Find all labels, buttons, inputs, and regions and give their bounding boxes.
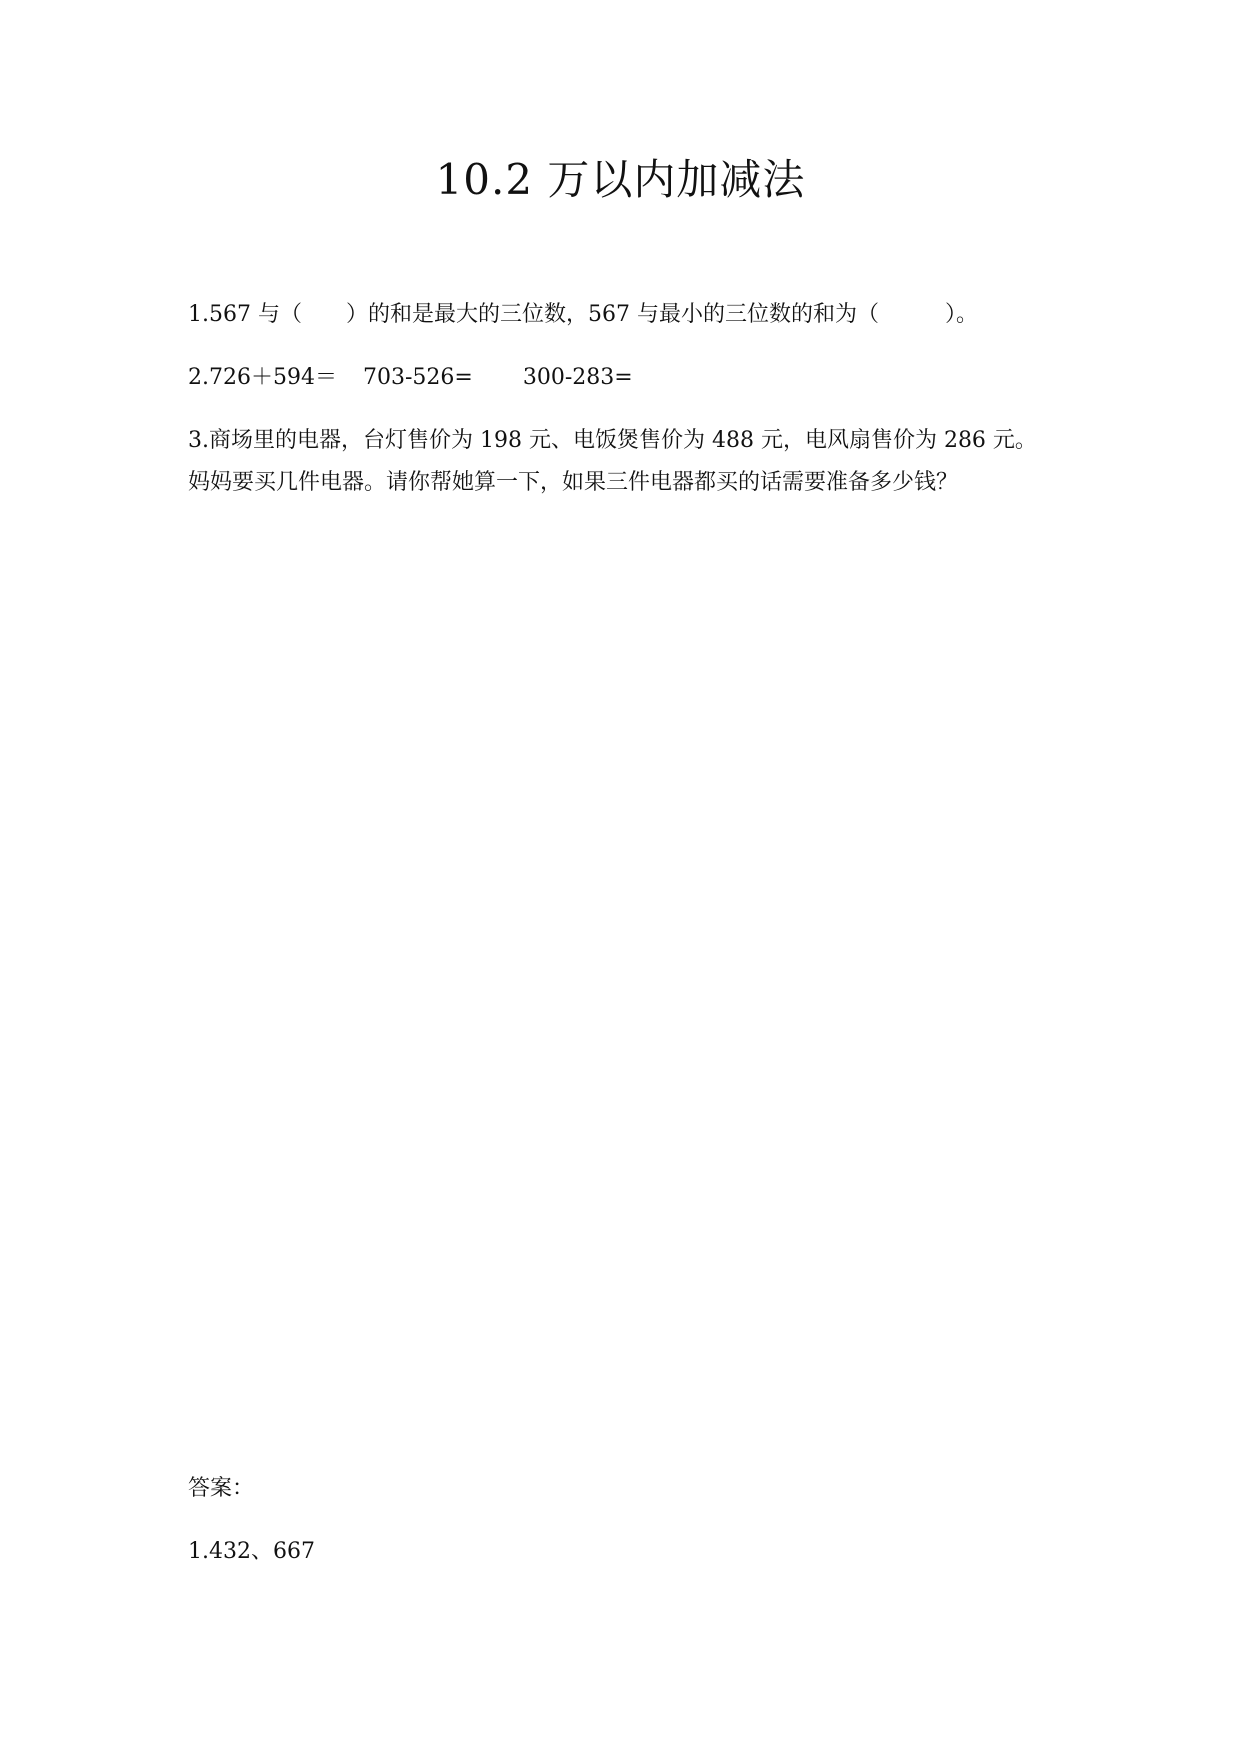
answer-1: 1.432、667 (188, 1539, 315, 1564)
question-2-part-2: 703-526= (362, 365, 473, 390)
page-title: 10.2 万以内加减法 (435, 155, 806, 204)
question-1: 1.567 与（ ）的和是最大的三位数，567 与最小的三位数的和为（ ）。 (188, 302, 978, 327)
question-3: 3.商场里的电器，台灯售价为 198 元、电饭煲售价为 488 元，电风扇售价为 286 元。妈妈要买几件电器。请你帮她算一下，如果三件电器都买的话需要准备多少钱？ (188, 428, 1037, 495)
question-2 (188, 363, 633, 393)
question-2-part-3: 300-283= (522, 365, 633, 390)
question-2-part-1: 2.726＋594＝ (188, 365, 337, 390)
answers-label: 答案： (188, 1476, 255, 1501)
